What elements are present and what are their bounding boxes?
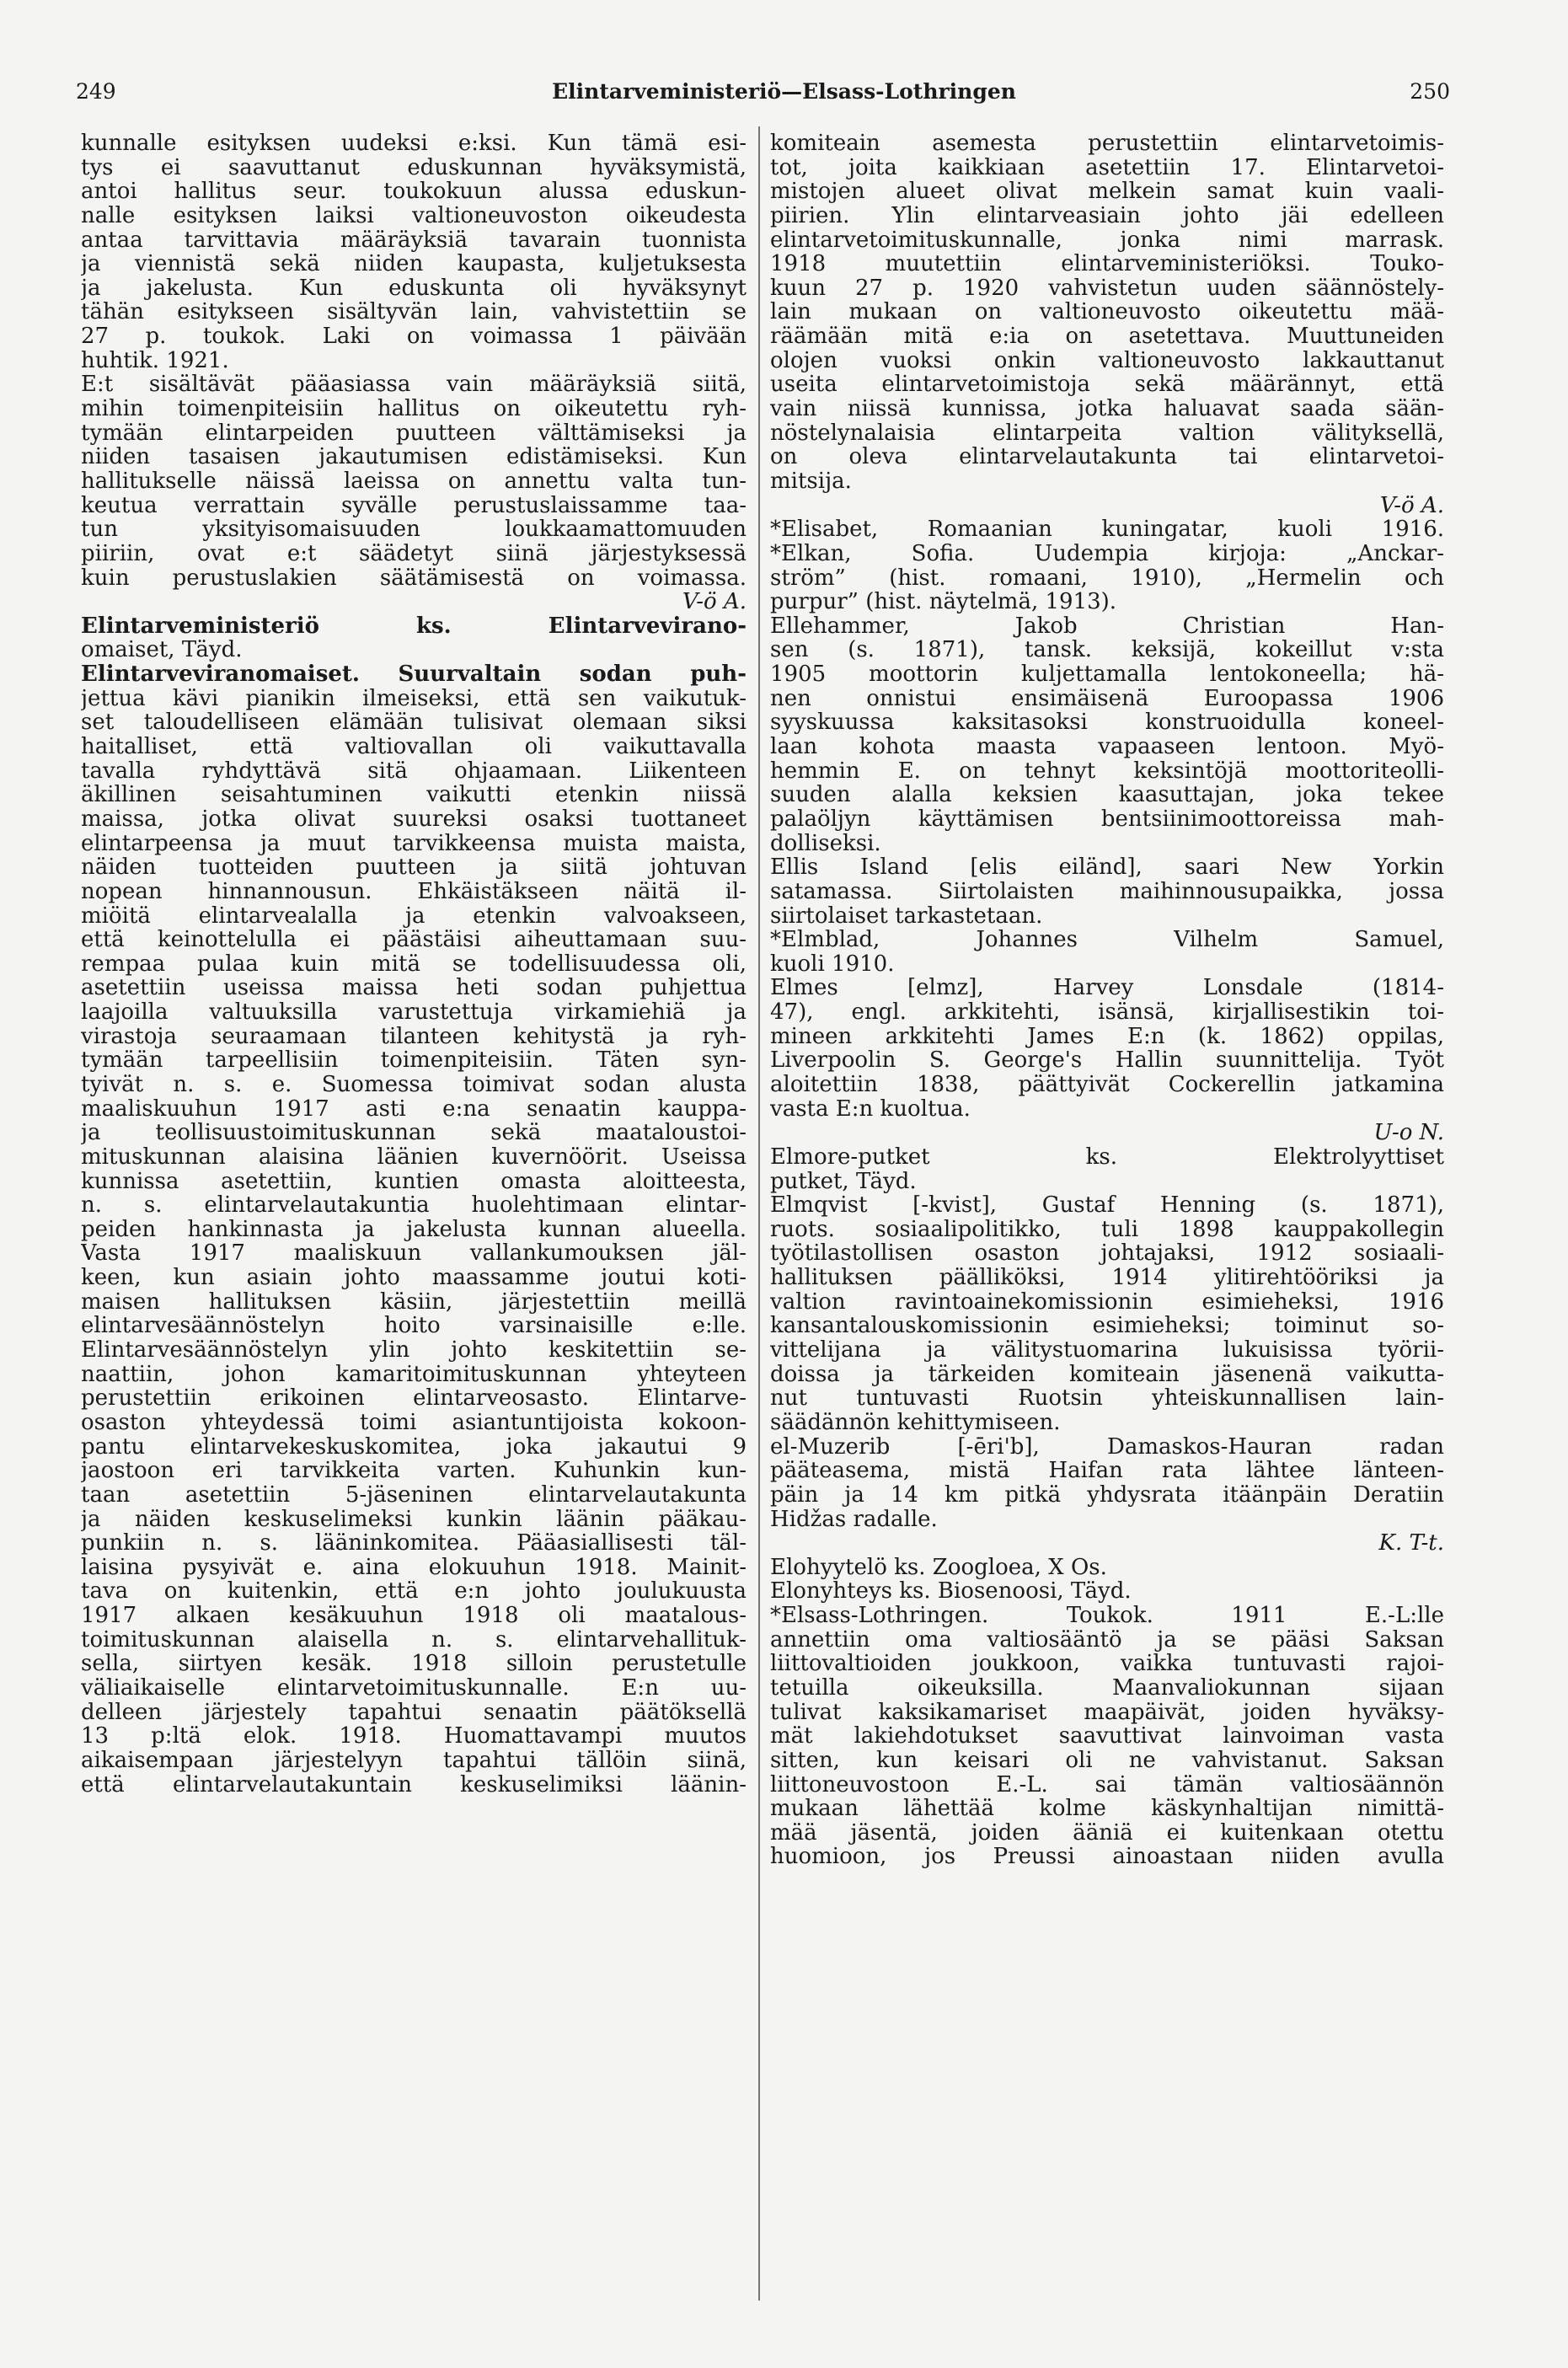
text-line: tot, joita kaikkiaan asetettiin 17. Elintarvetoi- [770, 155, 1444, 180]
text-line: syyskuussa kaksitasoksi konstruoidulla koneel- [770, 710, 1444, 736]
text-line: mituskunnan alaisina läänien kuvernöörit. Useissa [81, 1144, 747, 1170]
text-line: punkiin n. s. lääninkomitea. Pääasiallisesti täl- [81, 1531, 747, 1556]
text-line: ja viennistä sekä niiden kaupasta, kuljetuksesta [81, 252, 747, 276]
text-line: antoi hallitus seur. toukokuun alussa eduskun- [81, 179, 747, 204]
text-line: kansantalouskomissionin esimieheksi; toiminut so- [770, 1314, 1444, 1339]
page-number-left: 249 [76, 79, 116, 104]
entry-headword-line: Elmore-putket ks. Elektrolyyttiset [770, 1144, 1444, 1170]
text-line: ja teollisuustoimituskunnan sekä maataloustoi- [81, 1121, 747, 1145]
entry-headword-line: Elonyhteys ks. Biosenoosi, Täyd. [770, 1579, 1132, 1605]
entry-headword-line: Elintarveministeriö ks. Elintarvevirano- [81, 613, 747, 639]
entry-headword-line: *Elisabet, Romaanian kuningatar, kuoli 1916. [770, 517, 1444, 542]
text-line: 13 p:ltä elok. 1918. Huomattavampi muutos [81, 1724, 747, 1749]
text-line: keutua verrattain syvälle perustuslaissamme taa- [81, 493, 747, 518]
text-line: piiriin, ovat e:t säädetyt siinä järjestyksessä [81, 541, 747, 566]
text-line: hemmin E. on tehnyt keksintöjä moottoriteolli- [770, 758, 1444, 784]
text-line: aikaisempaan järjestelyyn tapahtui tällöin siinä, [81, 1748, 747, 1773]
text-line: suuden alalla keksien kaasuttajan, joka tekee [770, 783, 1444, 807]
text-line: mistojen alueet olivat melkein samat kuin vaali- [770, 179, 1444, 204]
entry-headword-line: *Elkan, Sofia. Uudempia kirjoja: „Anckar- [770, 541, 1444, 566]
text-line: olojen vuoksi onkin valtioneuvosto lakkauttanut [770, 348, 1444, 373]
text-line: näiden tuotteiden puutteen ja siitä johtuvan [81, 855, 747, 880]
text-line: Elintarvesäännöstelyn ylin johto keskitettiin se- [81, 1338, 747, 1363]
text-line: nopean hinnannousun. Ehkäistäkseen näitä il- [81, 879, 747, 904]
text-line: purpur” (hist. näytelmä, 1913). [770, 590, 1117, 614]
text-line: tyivät n. s. e. Suomessa toimivat sodan alusta [81, 1072, 747, 1097]
text-line: perustettiin erikoinen elintarveosasto. Elintarve- [81, 1386, 747, 1411]
text-line: siirtolaiset tarkastetaan. [770, 903, 1043, 929]
text-line: mineen arkkitehti James E:n (k. 1862) oppilas, [770, 1024, 1444, 1049]
text-line: mukaan lähettää kolme käskynhaltijan nimittä- [770, 1797, 1444, 1821]
text-line: jettua kävi pianikin ilmeiseksi, että sen vaikutuk- [81, 686, 747, 711]
entry-headword-line: *Elmblad, Johannes Vilhelm Samuel, [770, 928, 1444, 952]
text-line: sitten, kun keisari oli ne vahvistanut. Saksan [770, 1748, 1444, 1773]
text-line: ja näiden keskuselimeksi kunkin läänin pääkau- [81, 1507, 747, 1532]
text-line: asetettiin useissa maissa heti sodan puhjettua [81, 976, 747, 1001]
text-line: kuin perustuslakien säätämisestä on voimassa. [81, 565, 747, 591]
entry-headword-line: Ellis Island [elis eiländ], saari New Yorkin [770, 855, 1444, 880]
text-line: putket, Täyd. [770, 1169, 917, 1194]
text-line: tava on kuitenkin, että e:n johto joulukuusta [81, 1579, 747, 1605]
text-line: mää jäsentä, joiden ääniä ei kuitenkaan otettu [770, 1820, 1444, 1846]
text-line: laisina pysyivät e. aina elokuuhun 1918. Mainit- [81, 1555, 747, 1580]
text-line: vain niissä kunnissa, jotka haluavat saada sään- [770, 397, 1444, 421]
text-line: kunnalle esityksen uudeksi e:ksi. Kun tämä esi- [81, 131, 747, 156]
text-line: hallitukselle näissä laeissa on annettu valta tun- [81, 469, 747, 494]
text-line: pääteasema, mistä Haifan rata lähtee länteen- [770, 1459, 1444, 1483]
text-line: työtilastollisen osaston johtajaksi, 1912 sosiaali- [770, 1241, 1444, 1267]
text-line: että elintarvelautakuntain keskuselimiksi läänin- [81, 1772, 747, 1797]
text-line: taan asetettiin 5-jäseninen elintarvelautakunta [81, 1482, 747, 1508]
text-line: 1918 muutettiin elintarveministeriöksi. Touko- [770, 252, 1444, 276]
entry-headword-line: el-Muzerib [-ēri'b], Damaskos-Hauran radan [770, 1434, 1444, 1460]
text-line: tun yksityisomaisuuden loukkaamattomuuden [81, 517, 747, 542]
text-line: aloitettiin 1838, päättyivät Cockerellin jatkamina [770, 1072, 1444, 1097]
text-line: laajoilla valtuuksilla varustettuja virkamiehiä ja [81, 1000, 747, 1025]
text-line: sella, siirtyen kesäk. 1918 silloin perustetulle [81, 1652, 747, 1676]
text-line: tavalla ryhdyttävä sitä ohjaamaan. Liikenteen [81, 758, 747, 784]
text-line: päin ja 14 km pitkä yhdysrata itäänpäin Deratiin [770, 1482, 1444, 1508]
text-line: tähän esitykseen sisältyvän lain, vahvistettiin se [81, 300, 747, 325]
text-line: elintarvetoimituskunnalle, jonka nimi marrask. [770, 228, 1444, 253]
text-line: 47), engl. arkkitehti, isänsä, kirjallisestikin toi- [770, 1000, 1444, 1025]
text-line: mihin toimenpiteisiin hallitus on oikeutettu ryh- [81, 397, 747, 421]
text-line: maaliskuuhun 1917 asti e:na senaatin kauppa- [81, 1096, 747, 1122]
author-signature: V-ö A. [682, 590, 747, 614]
text-line: useita elintarvetoimistoja sekä määrännyt, että [770, 372, 1444, 398]
text-line: huhtik. 1921. [81, 348, 229, 373]
text-line: liittovaltioiden joukkoon, vaikka tuntuvasti rajoi- [770, 1652, 1444, 1676]
text-line: 1917 alkaen kesäkuuhun 1918 oli maatalous- [81, 1604, 747, 1628]
text-line: hallituksen päälliköksi, 1914 ylitirehtööriksi ja [770, 1266, 1444, 1290]
text-line: vittelijana ja välitystuomarina lukuisissa työrii- [770, 1338, 1444, 1363]
entry-headword-line: Elmes [elmz], Harvey Lonsdale (1814- [770, 976, 1444, 1001]
right-column [770, 131, 1444, 1869]
text-line: osaston yhteydessä toimi asiantuntijoista kokoon- [81, 1410, 747, 1435]
text-line: maisen hallituksen käsiin, järjestettiin meillä [81, 1289, 747, 1315]
text-line: äkillinen seisahtuminen vaikutti etenkin niissä [81, 783, 747, 807]
text-line: toimituskunnan alaisella n. s. elintarvehallituk- [81, 1627, 747, 1653]
entry-headword-line: Elohyytelö ks. Zoogloea, X Os. [770, 1555, 1107, 1580]
text-line: virastoja seuraamaan tilanteen kehitystä ja ryh- [81, 1024, 747, 1049]
text-line: pantu elintarvekeskuskomitea, joka jakautui 9 [81, 1434, 747, 1460]
text-line: E:t sisältävät pääasiassa vain määräyksiä siitä, [81, 372, 747, 398]
text-line: sen (s. 1871), tansk. keksijä, kokeillut v:sta [770, 638, 1444, 663]
text-line: maissa, jotka olivat suureksi osaksi tuottaneet [81, 806, 747, 832]
text-line: 27 p. toukok. Laki on voimassa 1 päivään [81, 324, 747, 349]
running-title: Elintarveministeriö—Elsass-Lothringen [552, 79, 1016, 104]
text-line: että keinottelulla ei päästäisi aiheuttamaan suu- [81, 928, 747, 952]
text-line: tymään elintarpeiden puutteen välttämiseksi ja [81, 421, 747, 446]
entry-headword-line: Elmqvist [-kvist], Gustaf Henning (s. 1871), [770, 1193, 1444, 1218]
text-line: vasta E:n kuoltua. [770, 1096, 971, 1122]
text-line: dolliseksi. [770, 831, 881, 856]
text-line: keen, kun asiain johto maassamme joutui koti- [81, 1266, 747, 1290]
text-line: peiden hankinnasta ja jakelusta kunnan alueella. [81, 1217, 747, 1242]
text-line: miöitä elintarvealalla ja etenkin valvoakseen, [81, 903, 747, 929]
text-line: nöstelynalaisia elintarpeita valtion välityksellä, [770, 421, 1444, 446]
entry-headword-line: *Elsass-Lothringen. Toukok. 1911 E.-L:lle [770, 1604, 1444, 1628]
text-line: tetuilla oikeuksilla. Maanvaliokunnan sijaan [770, 1676, 1444, 1701]
text-line: elintarvesäännöstelyn hoito varsinaisille e:lle. [81, 1314, 747, 1339]
text-line: väliaikaiselle elintarvetoimituskunnalle. E:n uu- [81, 1676, 747, 1701]
text-line: kuun 27 p. 1920 vahvistetun uuden säännöstely- [770, 276, 1444, 301]
text-line: Vasta 1917 maaliskuun vallankumouksen jäl- [81, 1241, 747, 1267]
text-line: on oleva elintarvelautakunta tai elintarvetoi- [770, 445, 1444, 469]
text-line: ruots. sosiaalipolitikko, tuli 1898 kauppakollegin [770, 1217, 1444, 1242]
author-signature: U-o N. [1373, 1121, 1444, 1145]
text-line: valtion ravintoainekomissionin esimieheksi, 1916 [770, 1289, 1444, 1315]
text-line: säädännön kehittymiseen. [770, 1410, 1061, 1435]
text-line: rempaa pulaa kuin mitä se todellisuudessa oli, [81, 951, 747, 977]
text-line: naattiin, johon kamaritoimituskunnan yhteyteen [81, 1362, 747, 1387]
text-line: ja jakelusta. Kun eduskunta oli hyväksynyt [81, 276, 747, 301]
text-line: omaiset, Täyd. [81, 638, 243, 663]
text-line: piirien. Ylin elintarveasiain johto jäi edelleen [770, 203, 1444, 228]
text-line: annettiin oma valtiosääntö ja se pääsi Saksan [770, 1627, 1444, 1653]
text-line: mät lakiehdotukset saavuttivat lainvoiman vasta [770, 1724, 1444, 1749]
entry-headword-line: Elintarveviranomaiset. Suurvaltain sodan puh- [81, 662, 747, 687]
text-line: haitalliset, että valtiovallan oli vaikuttavalla [81, 735, 747, 759]
text-line: n. s. elintarvelautakuntia huolehtimaan elintar- [81, 1193, 747, 1218]
text-line: doissa ja tärkeiden komiteain jäsenenä vaikutta- [770, 1362, 1444, 1387]
page-number-right: 250 [1410, 79, 1450, 104]
text-line: 1905 moottorin kuljettamalla lentokoneella; hä- [770, 662, 1444, 687]
text-line: laan kohota maasta vapaaseen lentoon. Myö- [770, 735, 1444, 759]
text-line: Hidžas radalle. [770, 1507, 938, 1532]
entry-headword-line: Ellehammer, Jakob Christian Han- [770, 613, 1444, 639]
text-line: räämään mitä e:ia on asetettava. Muuttuneiden [770, 324, 1444, 349]
text-line: jaostoon eri tarvikkeita varten. Kuhunkin kun- [81, 1459, 747, 1483]
text-line: ström” (hist. romaani, 1910), „Hermelin och [770, 565, 1444, 591]
text-line: set taloudelliseen elämään tulisivat olemaan siksi [81, 710, 747, 736]
text-line: nut tuntuvasti Ruotsin yhteiskunnallisen lain- [770, 1386, 1444, 1411]
text-line: kuoli 1910. [770, 951, 895, 977]
text-line: tulivat kaksikamariset maapäivät, joiden hyväksy- [770, 1700, 1444, 1725]
text-line: lain mukaan on valtioneuvosto oikeutettu mää- [770, 300, 1444, 325]
left-column [81, 131, 747, 1797]
text-line: satamassa. Siirtolaisten maihinnousupaikka, jossa [770, 879, 1444, 904]
text-line: Liverpoolin S. George's Hallin suunnittelija. Työt [770, 1048, 1444, 1073]
text-line: tys ei saavuttanut eduskunnan hyväksymistä, [81, 155, 747, 180]
text-line: nen onnistui ensimäisenä Euroopassa 1906 [770, 686, 1444, 711]
author-signature: K. T-t. [1378, 1531, 1444, 1556]
text-line: nalle esityksen laiksi valtioneuvoston oikeudesta [81, 203, 747, 228]
text-line: liittoneuvostoon E.-L. sai tämän valtiosäännön [770, 1772, 1444, 1797]
text-line: elintarpeensa ja muut tarvikkeensa muista maista, [81, 831, 747, 856]
text-line: huomioon, jos Preussi ainoastaan niiden avulla [770, 1845, 1444, 1870]
text-line: kunnissa asetettiin, kuntien omasta aloitteesta, [81, 1169, 747, 1194]
text-line: mitsija. [770, 469, 852, 494]
text-line: palaöljyn käyttämisen bentsiinimoottoreissa mah- [770, 806, 1444, 832]
text-line: antaa tarvittavia määräyksiä tavarain tuonnista [81, 228, 747, 253]
author-signature: V-ö A. [1379, 493, 1444, 518]
text-line: niiden tasaisen jakautumisen edistämiseksi. Kun [81, 445, 747, 469]
column-divider [758, 126, 760, 2301]
text-line: delleen järjestely tapahtui senaatin päätöksellä [81, 1700, 747, 1725]
text-line: tymään tarpeellisiin toimenpiteisiin. Täten syn- [81, 1048, 747, 1073]
text-line: komiteain asemesta perustettiin elintarvetoimis- [770, 131, 1444, 156]
page-header [0, 79, 1568, 113]
